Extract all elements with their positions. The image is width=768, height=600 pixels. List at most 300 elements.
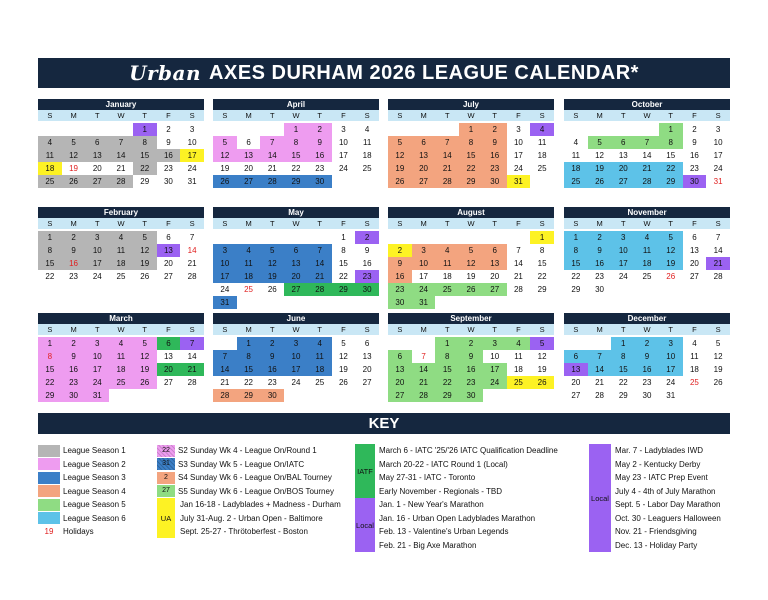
- day-cell: 16: [689, 151, 699, 160]
- day-cell: 3: [85, 231, 109, 244]
- day-cell: 20: [157, 363, 181, 376]
- day-cell: 13: [85, 149, 109, 162]
- weekday-label: S: [397, 325, 403, 334]
- key-label: Holidays: [63, 527, 94, 537]
- day-cell: 29: [435, 389, 459, 402]
- day-cell: 28: [260, 175, 284, 188]
- week-swatch: 27: [157, 485, 175, 497]
- day-cell: 22: [45, 272, 55, 281]
- day-cell: 21: [635, 162, 659, 175]
- day-cell: 1: [38, 337, 62, 350]
- empty-cell: [611, 123, 635, 136]
- day-cell: 17: [513, 151, 523, 160]
- empty-cell: [588, 337, 612, 350]
- weekday-label: W: [643, 219, 651, 228]
- day-cell: 23: [459, 376, 483, 389]
- day-cell: 3: [412, 244, 436, 257]
- day-cell: 14: [412, 363, 436, 376]
- key-label: League Season 2: [63, 459, 126, 469]
- day-cell: 29: [332, 283, 356, 296]
- month-name: March: [38, 313, 204, 324]
- weekday-label: F: [166, 111, 171, 120]
- day-cell: 1: [611, 337, 635, 350]
- weekday-label: W: [643, 111, 651, 120]
- day-cell: 12: [537, 352, 547, 361]
- local-event: July 4 - 4th of July Marathon: [615, 486, 716, 496]
- day-cell: 16: [62, 257, 86, 270]
- day-cell: 17: [611, 257, 635, 270]
- empty-cell: [388, 123, 412, 136]
- weekday-label: T: [269, 325, 275, 334]
- weekday-label: S: [573, 219, 579, 228]
- day-cell: 9: [588, 244, 612, 257]
- day-cell: 2: [483, 123, 507, 136]
- weekday-label: S: [715, 325, 721, 334]
- weekday-label: S: [222, 111, 228, 120]
- day-cell: 20: [244, 164, 254, 173]
- day-cell: 10: [284, 350, 308, 363]
- day-cell: 10: [713, 138, 723, 147]
- weekday-label: M: [420, 219, 427, 228]
- day-cell: 15: [537, 259, 547, 268]
- day-cell: 16: [459, 363, 483, 376]
- day-cell: 15: [611, 363, 635, 376]
- day-cell: 30: [595, 285, 605, 294]
- day-cell: 1: [530, 231, 554, 244]
- empty-cell: [284, 231, 308, 244]
- day-grid: [213, 337, 379, 402]
- day-cell: 19: [260, 270, 284, 283]
- weekday-label: W: [292, 111, 300, 120]
- month-march: [38, 313, 204, 402]
- day-cell: 4: [237, 244, 261, 257]
- day-cell: 19: [133, 257, 157, 270]
- weekday-label: T: [444, 111, 450, 120]
- weekday-header: [213, 110, 379, 121]
- empty-cell: [260, 123, 284, 136]
- day-cell: 26: [530, 376, 554, 389]
- day-cell: 5: [588, 136, 612, 149]
- weekday-label: T: [269, 219, 275, 228]
- day-cell: 10: [490, 352, 500, 361]
- day-cell: 6: [412, 136, 436, 149]
- day-cell: 1: [564, 231, 588, 244]
- weekday-label: S: [47, 219, 53, 228]
- day-cell: 11: [362, 138, 372, 147]
- day-cell: 2: [588, 231, 612, 244]
- month-september: [388, 313, 554, 402]
- day-cell: 17: [419, 272, 429, 281]
- day-cell: 9: [308, 136, 332, 149]
- day-cell: 12: [260, 257, 284, 270]
- weekday-label: T: [142, 219, 147, 228]
- weekday-label: S: [397, 111, 403, 120]
- day-cell: 2: [62, 337, 86, 350]
- day-cell: 30: [459, 389, 483, 402]
- day-cell: 6: [483, 244, 507, 257]
- day-cell: 23: [483, 162, 507, 175]
- day-cell: 16: [388, 270, 412, 283]
- day-cell: 9: [62, 350, 86, 363]
- weekday-header: [388, 218, 554, 229]
- weekday-label: T: [620, 219, 626, 228]
- day-cell: 10: [611, 244, 635, 257]
- day-cell: 5: [133, 231, 157, 244]
- day-cell: 25: [244, 285, 254, 294]
- local-tag-2: Local: [589, 444, 611, 552]
- day-cell: 2: [62, 231, 86, 244]
- key-season-6: [38, 512, 126, 526]
- day-cell: 20: [388, 376, 412, 389]
- day-cell: 4: [364, 125, 370, 134]
- weekday-label: M: [70, 325, 77, 334]
- day-cell: 19: [659, 257, 683, 270]
- empty-cell: [588, 123, 612, 136]
- day-cell: 20: [163, 259, 173, 268]
- day-cell: 29: [237, 389, 261, 402]
- day-cell: 22: [133, 162, 157, 175]
- weekday-label: W: [467, 111, 475, 120]
- day-cell: 4: [692, 339, 697, 348]
- weekday-label: F: [692, 325, 697, 334]
- day-cell: 1: [38, 231, 62, 244]
- day-grid: [388, 337, 554, 402]
- key-week-3: [157, 471, 334, 485]
- calendar-title: [38, 58, 730, 88]
- day-cell: 17: [338, 151, 348, 160]
- weekday-label: T: [317, 219, 322, 228]
- day-cell: 31: [713, 177, 723, 186]
- key-holidays: [38, 525, 126, 539]
- day-cell: 14: [187, 352, 197, 361]
- day-cell: 14: [213, 363, 237, 376]
- day-cell: 1: [659, 123, 683, 136]
- empty-cell: [388, 337, 412, 350]
- week-swatch: 2: [157, 472, 175, 484]
- day-cell: 18: [237, 270, 261, 283]
- day-cell: 14: [260, 149, 284, 162]
- day-cell: 6: [692, 233, 697, 242]
- day-cell: 1: [459, 123, 483, 136]
- holiday-number: 19: [44, 526, 54, 536]
- day-cell: 29: [284, 175, 308, 188]
- weekday-label: S: [222, 219, 228, 228]
- day-cell: 10: [213, 257, 237, 270]
- day-cell: 4: [635, 231, 659, 244]
- day-cell: 14: [642, 151, 652, 160]
- day-cell: 19: [466, 272, 476, 281]
- day-cell: 3: [611, 231, 635, 244]
- day-cell: 12: [659, 244, 683, 257]
- key-season-1: [38, 444, 126, 458]
- day-cell: 18: [537, 151, 547, 160]
- day-cell: 17: [85, 257, 109, 270]
- weekday-label: S: [715, 219, 721, 228]
- day-cell: 7: [213, 350, 237, 363]
- day-cell: 18: [689, 365, 699, 374]
- day-cell: 22: [571, 272, 581, 281]
- weekday-label: S: [189, 219, 195, 228]
- day-cell: 1: [237, 337, 261, 350]
- day-cell: 14: [435, 149, 459, 162]
- day-cell: 8: [611, 350, 635, 363]
- day-cell: 22: [459, 162, 483, 175]
- day-cell: 27: [571, 391, 581, 400]
- weekday-label: S: [539, 219, 545, 228]
- day-cell: 26: [213, 175, 237, 188]
- day-cell: 10: [338, 138, 348, 147]
- day-cell: 5: [260, 244, 284, 257]
- weekday-label: T: [269, 111, 275, 120]
- weekday-label: S: [189, 325, 195, 334]
- swatch: [38, 445, 60, 457]
- empty-cell: [435, 231, 459, 244]
- day-cell: 23: [62, 376, 86, 389]
- day-cell: 28: [713, 272, 723, 281]
- day-cell: 28: [595, 391, 605, 400]
- day-cell: 3: [85, 337, 109, 350]
- day-cell: 17: [659, 363, 683, 376]
- day-cell: 28: [412, 389, 436, 402]
- month-october: [564, 99, 730, 188]
- day-cell: 12: [62, 149, 86, 162]
- day-cell: 13: [163, 352, 173, 361]
- local-event: Nov. 21 - Friendsgiving: [615, 527, 697, 536]
- day-cell: 12: [713, 352, 723, 361]
- day-cell: 30: [683, 175, 707, 188]
- key-season-5: [38, 498, 126, 512]
- empty-cell: [213, 337, 237, 350]
- weekday-label: T: [94, 111, 100, 120]
- day-cell: 2: [388, 244, 412, 257]
- day-cell: 8: [659, 136, 683, 149]
- day-cell: 6: [85, 136, 109, 149]
- day-grid: [388, 231, 554, 309]
- day-cell: 7: [109, 136, 133, 149]
- day-cell: 1: [133, 123, 157, 136]
- day-cell: 11: [38, 149, 62, 162]
- iatf-event: Early November - Regionals - TBD: [379, 486, 503, 496]
- weekday-label: M: [245, 325, 252, 334]
- day-cell: 11: [308, 350, 332, 363]
- weekday-label: T: [142, 111, 147, 120]
- day-cell: 31: [187, 177, 197, 186]
- day-cell: 28: [308, 283, 332, 296]
- day-cell: 7: [180, 337, 204, 350]
- month-name: November: [564, 207, 730, 218]
- day-cell: 28: [435, 175, 459, 188]
- day-cell: 25: [642, 272, 652, 281]
- month-july: [388, 99, 554, 188]
- day-cell: 27: [163, 272, 173, 281]
- day-grid: [213, 231, 379, 309]
- swatch: [38, 458, 60, 470]
- key-label: League Season 5: [63, 500, 126, 510]
- day-cell: 26: [62, 175, 86, 188]
- weekday-label: W: [643, 325, 651, 334]
- day-cell: 23: [355, 270, 379, 283]
- day-cell: 27: [611, 175, 635, 188]
- day-cell: 28: [213, 389, 237, 402]
- weekday-label: S: [222, 325, 228, 334]
- weekday-header: [38, 218, 204, 229]
- local-tag: Local: [355, 498, 375, 552]
- day-cell: 1: [435, 337, 459, 350]
- day-cell: 12: [388, 149, 412, 162]
- day-grid: [38, 337, 204, 402]
- day-cell: 21: [180, 363, 204, 376]
- empty-cell: [62, 123, 86, 136]
- day-cell: 9: [388, 257, 412, 270]
- local-event: Sept. 5 - Labor Day Marathon: [615, 500, 721, 509]
- day-cell: 15: [38, 363, 62, 376]
- ua-event: Sept. 25-27 - Thrötoberfest - Boston: [180, 527, 308, 536]
- day-cell: 26: [267, 285, 277, 294]
- weekday-label: W: [117, 111, 125, 120]
- key-label: League Season 1: [63, 446, 126, 456]
- day-cell: 25: [507, 376, 531, 389]
- day-cell: 4: [308, 337, 332, 350]
- day-cell: 4: [435, 244, 459, 257]
- day-cell: 7: [421, 352, 426, 361]
- weekday-label: S: [47, 111, 53, 120]
- day-cell: 25: [362, 164, 372, 173]
- day-cell: 6: [157, 337, 181, 350]
- day-cell: 15: [338, 259, 348, 268]
- empty-cell: [213, 123, 237, 136]
- month-january: [38, 99, 204, 188]
- local-event: May 23 - IATC Prep Event: [615, 473, 708, 482]
- day-cell: 7: [516, 246, 521, 255]
- month-name: December: [564, 313, 730, 324]
- day-cell: 25: [537, 164, 547, 173]
- day-cell: 10: [513, 138, 523, 147]
- day-cell: 30: [483, 175, 507, 188]
- day-cell: 14: [513, 259, 523, 268]
- day-cell: 21: [187, 259, 197, 268]
- day-cell: 18: [362, 151, 372, 160]
- key-week-4: [157, 485, 334, 499]
- day-cell: 14: [187, 246, 197, 255]
- day-cell: 11: [635, 244, 659, 257]
- day-grid: [564, 337, 730, 402]
- local-event: Feb. 21 - Big Axe Marathon: [379, 540, 477, 550]
- day-cell: 25: [315, 378, 325, 387]
- weekday-label: S: [364, 325, 370, 334]
- key-seasons: [38, 444, 126, 539]
- week-swatch: 31: [157, 458, 175, 470]
- key-label: S5 Sunday Wk 6 - League On/BOS Tourney: [178, 486, 334, 496]
- day-cell: 8: [237, 350, 261, 363]
- day-cell: 9: [483, 136, 507, 149]
- day-cell: 24: [291, 378, 301, 387]
- weekday-label: F: [692, 111, 697, 120]
- day-cell: 22: [38, 376, 62, 389]
- day-cell: 29: [537, 285, 547, 294]
- day-cell: 9: [635, 350, 659, 363]
- day-cell: 13: [157, 244, 181, 257]
- month-name: April: [213, 99, 379, 110]
- day-cell: 18: [308, 363, 332, 376]
- title-script: Urban: [129, 61, 202, 85]
- day-cell: 31: [666, 391, 676, 400]
- day-cell: 6: [284, 244, 308, 257]
- month-name: October: [564, 99, 730, 110]
- day-cell: 23: [69, 272, 79, 281]
- day-cell: 11: [690, 352, 699, 361]
- day-cell: 24: [483, 376, 507, 389]
- local-event: Mar. 7 - Ladyblades IWD: [615, 446, 704, 455]
- weekday-label: S: [364, 111, 370, 120]
- day-cell: 17: [180, 149, 204, 162]
- weekday-label: T: [94, 325, 100, 334]
- key-week-2: [157, 458, 334, 472]
- day-cell: 8: [133, 136, 157, 149]
- day-cell: 26: [459, 283, 483, 296]
- weekday-header: [388, 110, 554, 121]
- day-cell: 6: [611, 136, 635, 149]
- day-cell: 10: [85, 244, 109, 257]
- day-cell: 8: [38, 244, 62, 257]
- empty-cell: [237, 231, 261, 244]
- day-cell: 30: [388, 296, 412, 309]
- day-cell: 18: [109, 257, 133, 270]
- day-cell: 31: [213, 296, 237, 309]
- weekday-label: W: [117, 219, 125, 228]
- day-cell: 26: [140, 272, 150, 281]
- day-cell: 26: [666, 272, 676, 281]
- day-cell: 24: [187, 164, 197, 173]
- weekday-label: T: [668, 219, 673, 228]
- day-cell: 2: [635, 337, 659, 350]
- day-cell: 19: [338, 365, 348, 374]
- day-cell: 5: [133, 337, 157, 350]
- weekday-label: S: [539, 111, 545, 120]
- empty-cell: [388, 231, 412, 244]
- weekday-header: [564, 324, 730, 335]
- weekday-label: T: [142, 325, 147, 334]
- key-label: League Season 6: [63, 513, 126, 523]
- day-cell: 31: [85, 389, 109, 402]
- swatch: [38, 512, 60, 524]
- day-cell: 10: [412, 257, 436, 270]
- day-grid: [388, 123, 554, 188]
- day-cell: 21: [706, 257, 730, 270]
- day-cell: 7: [715, 233, 721, 242]
- day-cell: 3: [516, 125, 521, 134]
- day-cell: 20: [490, 272, 500, 281]
- month-name: February: [38, 207, 204, 218]
- day-grid: [38, 123, 204, 188]
- weekday-label: F: [166, 219, 171, 228]
- day-cell: 20: [92, 164, 102, 173]
- day-cell: 13: [284, 257, 308, 270]
- day-cell: 24: [338, 164, 348, 173]
- day-cell: 14: [109, 149, 133, 162]
- day-cell: 28: [109, 175, 133, 188]
- day-cell: 23: [595, 272, 605, 281]
- month-november: [564, 207, 730, 296]
- day-grid: [213, 123, 379, 188]
- day-cell: 5: [62, 136, 86, 149]
- day-cell: 15: [284, 149, 308, 162]
- ua-event: Jan 16-18 - Ladyblades + Madness - Durham: [180, 500, 341, 509]
- day-cell: 4: [38, 136, 62, 149]
- day-cell: 9: [364, 246, 370, 255]
- day-cell: 3: [483, 337, 507, 350]
- day-cell: 2: [355, 231, 379, 244]
- key-week-1: [157, 444, 334, 458]
